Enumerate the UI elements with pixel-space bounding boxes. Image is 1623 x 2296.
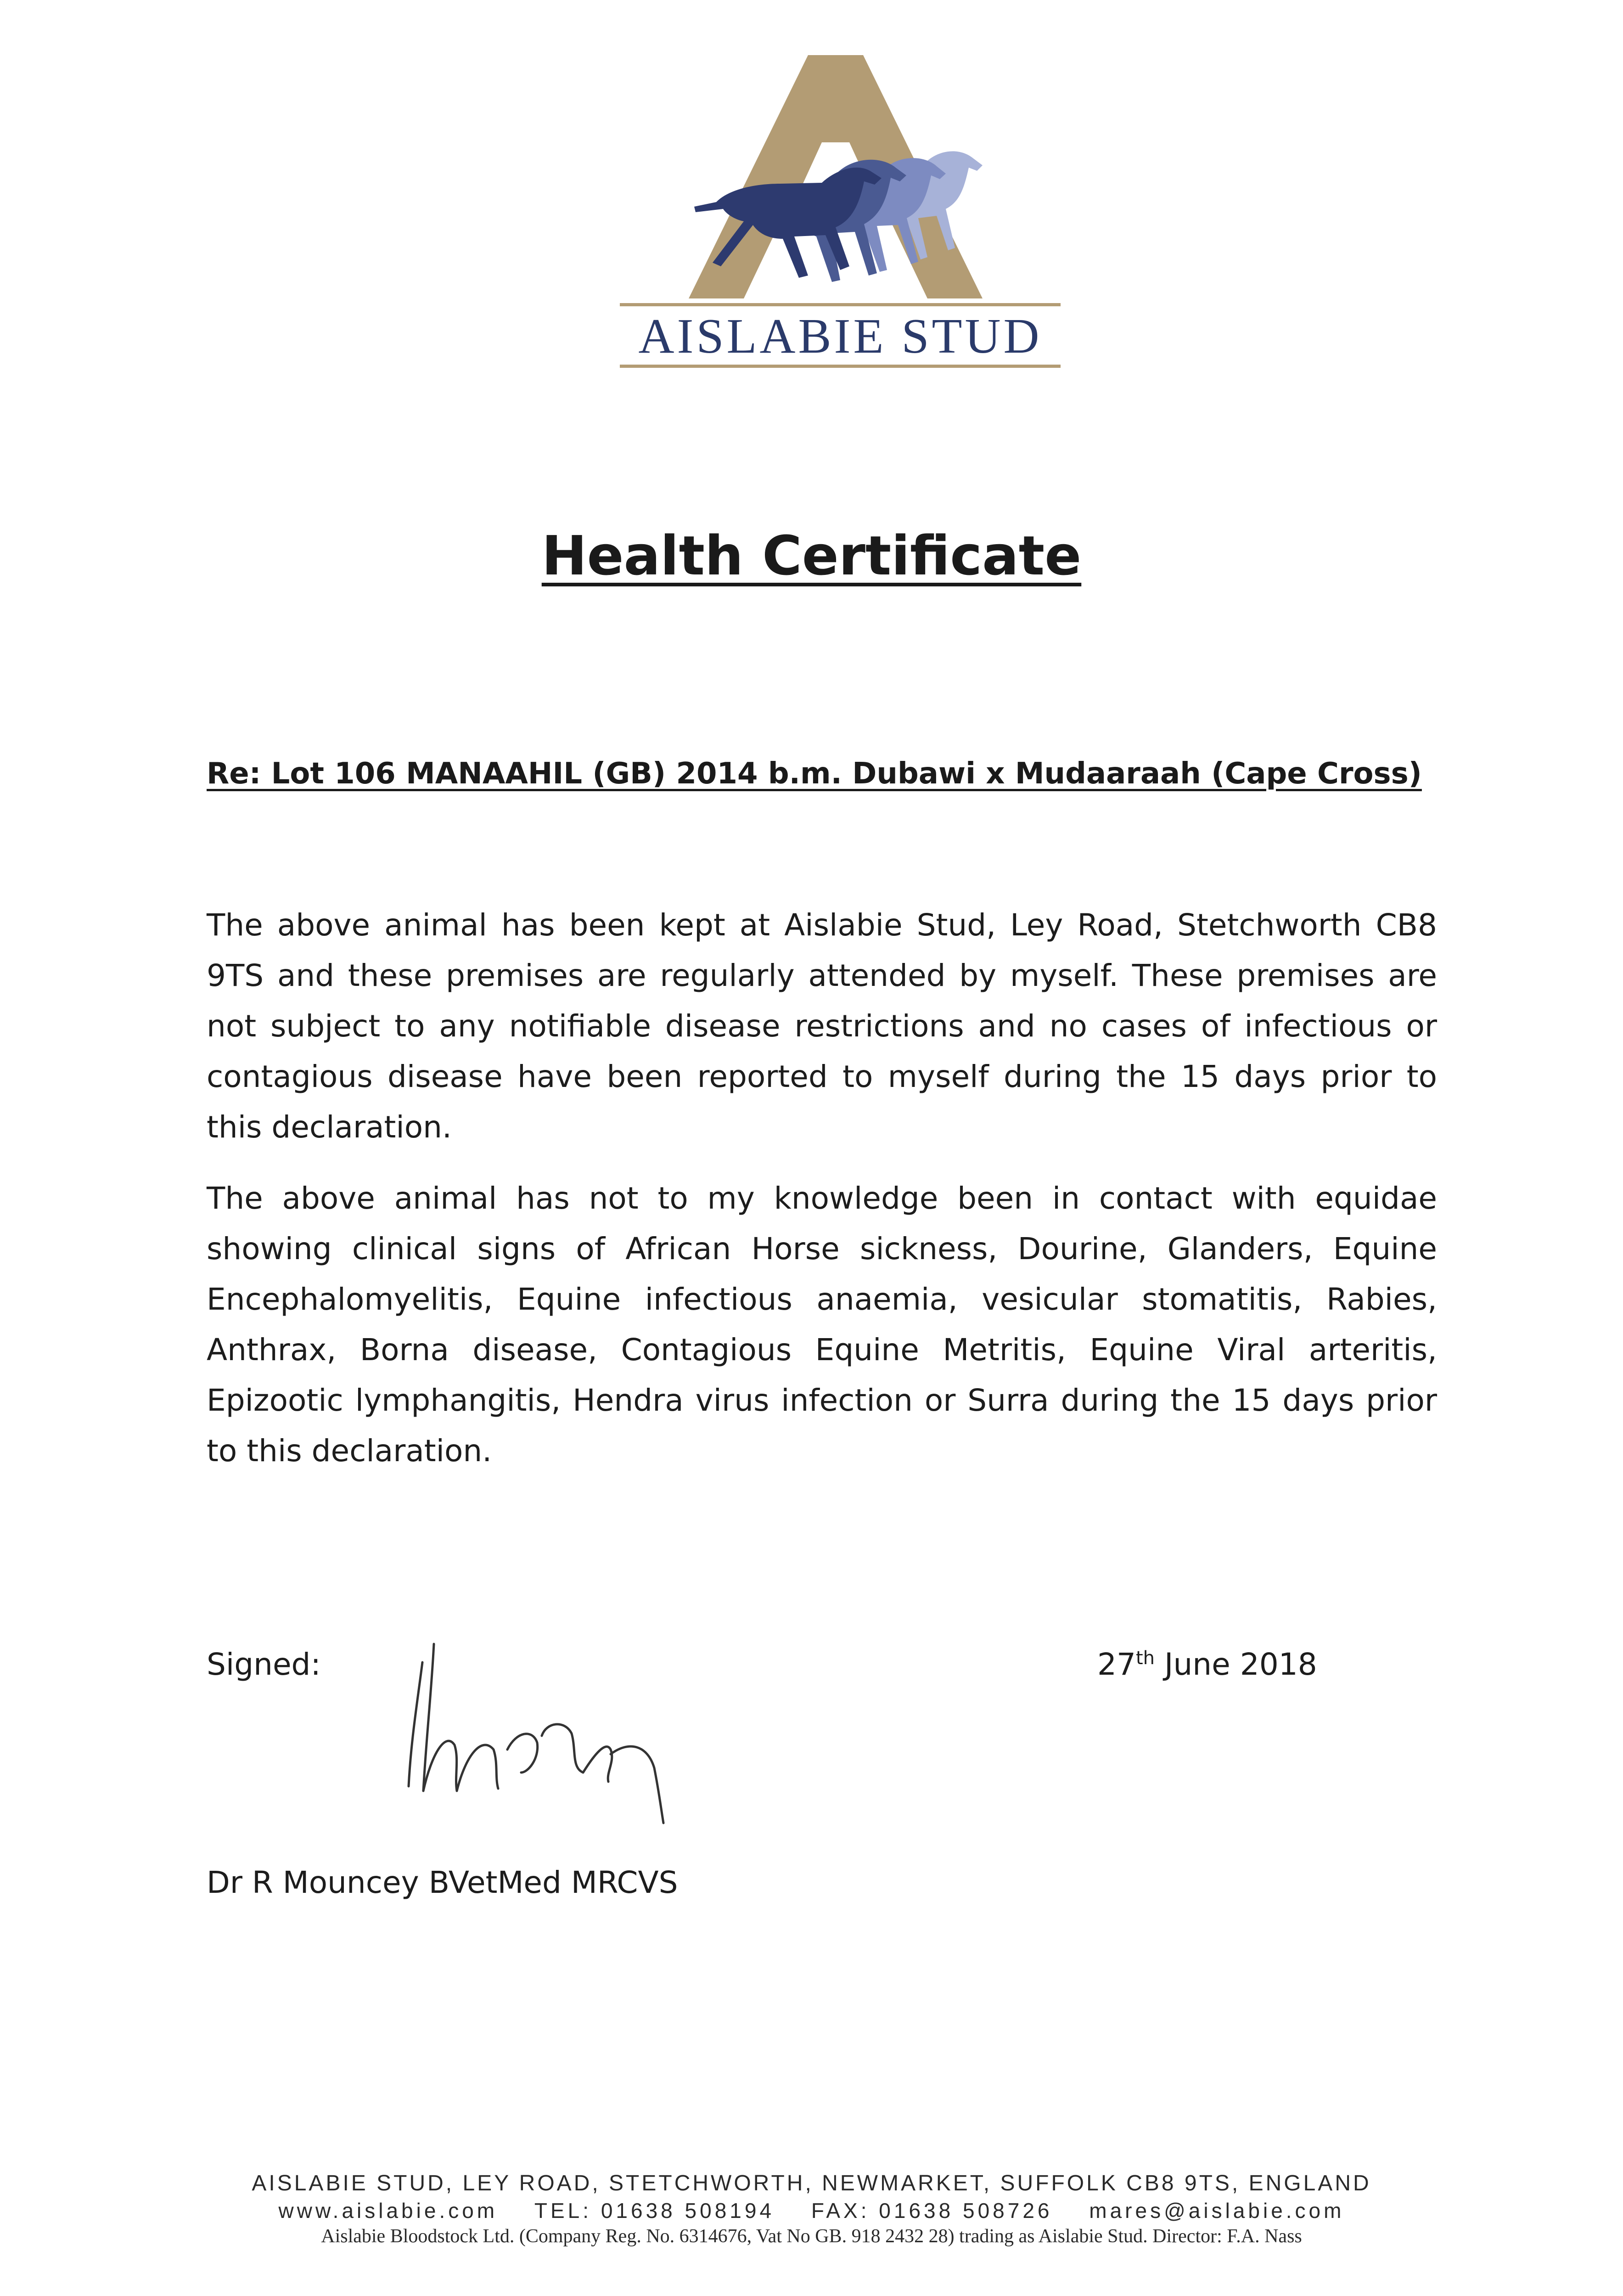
logo-top-rule — [620, 303, 1061, 306]
signed-label: Signed: — [207, 1647, 321, 1682]
logo-wordmark-block — [620, 303, 1061, 372]
footer-website[interactable]: www.aislabie.com — [278, 2199, 498, 2223]
body-paragraph-premises: The above animal has been kept at Aislabie Stud, Ley Road, Stetchworth CB8 9TS and these premises are regularly attended by myself. These premises are not subject to any notifiable disease restrictions and no cases of infectious or contagious disease have been reported to myself during the 15 days prior to this declaration. — [207, 907, 1437, 1145]
logo-bottom-rule — [620, 365, 1061, 368]
footer-company-details: Aislabie Bloodstock Ltd. (Company Reg. No. 6314676, Vat No GB. 918 2432 28) trading as Aislabie Stud. Director: F.A. Nass — [321, 2226, 1302, 2247]
footer-contact-line — [184, 2197, 1439, 2224]
document-title: Health Certificate — [541, 524, 1082, 587]
footer-fax: FAX: 01638 508726 — [811, 2199, 1053, 2223]
date-month-year: June 2018 — [1155, 1647, 1317, 1682]
letterhead-footer — [184, 2170, 1439, 2249]
logo-wordmark: AISLABIE STUD — [638, 309, 1042, 364]
date-day: 27 — [1097, 1647, 1136, 1682]
footer-email[interactable]: mares@aislabie.com — [1089, 2199, 1345, 2223]
logo-emblem — [606, 51, 1065, 308]
aislabie-stud-logo — [606, 51, 1065, 372]
handwritten-signature — [390, 1635, 702, 1828]
footer-address: AISLABIE STUD, LEY ROAD, STETCHWORTH, NEWMARKET, SUFFOLK CB8 9TS, ENGLAND — [252, 2171, 1371, 2195]
reference-line: Re: Lot 106 MANAAHIL (GB) 2014 b.m. Dubawi x Mudaaraah (Cape Cross) — [207, 757, 1422, 791]
signature-date — [1097, 1644, 1317, 1685]
signatory-name: Dr R Mouncey BVetMed MRCVS — [207, 1865, 678, 1900]
footer-telephone: TEL: 01638 508194 — [534, 2199, 775, 2223]
body-paragraph-disease-contact: The above animal has not to my knowledge been in contact with equidae showing clinical signs of African Horse sickness, Dourine, Glanders, Equine Encephalomyelitis, Equine infectious anaemia, vesicular stomatitis, Rabies, Anthrax, Borna disease, Contagious Equine Metritis, Equine Viral arteritis, Epizootic lymphangitis, Hendra virus infection or Surra during the 15 days prior to this declaration. — [207, 1181, 1437, 1469]
date-suffix: th — [1135, 1648, 1155, 1669]
